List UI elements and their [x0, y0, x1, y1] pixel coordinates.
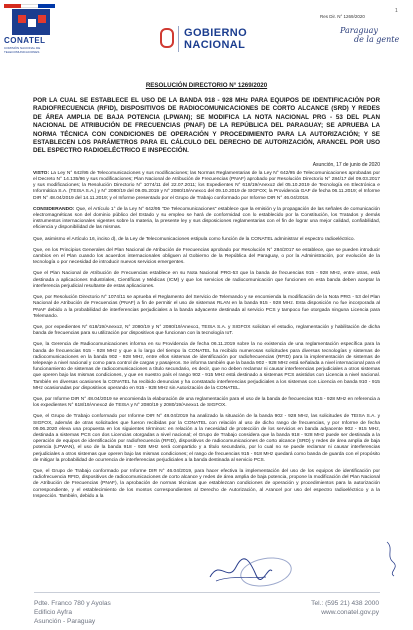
conatel-logo — [4, 9, 64, 54]
footer-phone: Tel.: (595 21) 438 2000 — [311, 600, 379, 607]
nacional-text: NACIONAL — [184, 39, 246, 51]
header-resolution-number: Res Dir. N° 1269/2020 — [320, 14, 365, 19]
address-line-2: Edificio Ayfra — [34, 609, 72, 616]
resolution-title: RESOLUCIÓN DIRECTORIO N° 1269/2020 — [145, 82, 268, 89]
paragraph — [33, 271, 380, 290]
paragraph-text: Que, el Artículo 1° de la Ley N° 642/95 "De Telecomunicaciones" establece que la emisión y la propagación de las señales de comunicación electromagnéticas son del dominio público del Estado y su empleo se hará de conformidad con lo establecido por la Constitución, los Tratados y demás instrumentos internacionales vigentes sobre la materia, la presente ley y sus disposiciones reglamentarias con el fin de lograr una mejor calidad, confiabilidad, eficiencia y disponibilidad de las mismas. — [33, 206, 380, 231]
paragraph-text: Que, la Gerencia de Radiocomunicaciones informa en su Providencia de fecha 06.11.2019 sobre la no existencia de una reglamentación específica para la banda de frecuencias 915 - 928 MHz y que a lo largo del tiempo la CONATEL ha recibido numerosas solicitudes para diversas tecnologías y sistemas de radiocomunicaciones en la banda 902 - 928 MHz, entre ellos sistemas de identificación por radiofrecuencias (RFID) para la implementación de sistemas de telepeaje a nivel nacional y como para control de cargas y pasajeros. Se informa también que la banda 902 - 928 MHz está señalada a nivel internacional para el funcionamiento de sistemas de radiocomunicaciones a título secundario, es decir, que no deben reclamar ni causar interferencias perjudiciales a otros sistemas que operen bajo las mismas condiciones, y que en nuestro país el rango 902 - 915 MHz está destinado a sistemas PCS asistidos con Licencia a nivel nacional. También en diversas ocasiones la CONATEL ha recibido denuncias y ha constatado interferencias perjudiciales a los sistemas con Licencia en banda 910 - 915 MHz ocasionadas por dispositivos operando en 915 - 928 MHz sin Autorización de la CONATEL. — [33, 342, 380, 391]
paragraph-text: Que, el Grupo de Trabajo conformado por Informe DIR N° 48.04/2019 ha analizado la situación de la banda 902 - 928 MHz, las solicitudes de TEISA S.A. y SIGFOX, además de otras solicitudes que fueron recibidas por la CONATEL con relación al uso de dicho rango de frecuencias, y por Informe de fecha 09.06.2020 eleva una propuesta en los siguientes términos: en relación a la necesidad de protección de los servicios en banda adyacente 902 - 915 MHz, destinada a sistemas PCS con dos Licencias otorgadas a nivel nacional; el Grupo de Trabajo considera que la banda 918 - 928 MHz puede ser destinada a la operación de equipos de identificación por radiofrecuencia (RFID), dispositivos de radiocomunicaciones de corto alcance (SRD) y redes de área amplia de baja potencia (LPWAN), el uso de la banda 918 - 928 MHz será compartido y a título secundario, por lo cual no se puede reclamar ni causar interferencias perjudiciales a otros sistemas que operen bajo las mismas condiciones; el rango de frecuencias 915 - 918 MHz quedará como banda de guarda con el propósito de mitigar la probabilidad de ocurrencia de interferencias perjudiciales a la banda destinada al servicio PCS. — [33, 414, 380, 463]
paraguay-tagline — [340, 26, 400, 44]
footer-contact — [311, 599, 379, 617]
paragraph-text: Que, el Grupo de Trabajo conformado por Informe DIR N° 46.04/2019, para hacer efectiva la implementación del uso de los equipos de identificación por radiofrecuencia RFID, dispositivos de radiocomunicaciones de corto alcance y redes de área amplia de baja potencia, propone la modificación del Plan Nacional de Atribución de Frecuencias (PNAF), la aprobación de normas técnicas que establezcan condiciones de operación y procedimientos para la autorización correspondiente, y el establecimiento de los montos correspondientes al Derecho de Autorización, al Arancel por uso del espectro radioeléctrico y a la Inspección. También, debido a la — [33, 468, 380, 499]
address-line-3: Asunción - Paraguay — [34, 618, 96, 625]
conatel-logo-text: CONATEL — [4, 36, 46, 45]
paragraph-text: Que, asimismo el Artículo 16, inciso d), de la Ley de Telecomunicaciones estipula como función de la CONATEL administrar el espectro radioeléctrico. — [33, 236, 355, 242]
conatel-logo-subtitle: COMISIÓN NACIONAL DE TELECOMUNICACIONES — [4, 46, 41, 54]
tagline-line-1: Paraguay — [340, 26, 378, 35]
address-line-1: Pdte. Franco 780 y Ayolas — [34, 600, 111, 607]
paragraph — [33, 397, 380, 409]
paragraph — [33, 295, 380, 320]
date-line: Asunción, 17 de junio de 2020 — [312, 161, 380, 168]
paragraph — [33, 414, 380, 464]
paragraph-text: Que el Plan Nacional de Atribución de Frecuencias establece en su Nota Nacional PRG-53 que la banda de frecuencias 915 - 928 MHz, entre otras, está destinada a aplicaciones Industriales, Científicas y Médicas (ICM) y que los servicios de radiocomunicación que funcionen en esta banda deben aceptar la interferencia perjudicial resultante de estas aplicaciones. — [33, 271, 380, 289]
national-emblem-icon — [160, 28, 174, 48]
page-footer — [0, 592, 413, 630]
footer-address — [34, 599, 111, 626]
paragraph — [33, 237, 380, 243]
paragraph — [33, 325, 380, 337]
gobierno-text: GOBIERNO — [184, 27, 248, 39]
page-marker: 1 — [395, 8, 398, 14]
paragraph — [33, 171, 380, 202]
paragraph-text: La Ley N° 642/95 de Telecomunicaciones y sus modificaciones; las Normas Reglamentarias de la Ley N° 642/95 de Telecomunicaciones aprobadas por el Decreto N° 14.135/96 y sus modificaciones; Plan Nacional de Atribución de Frecuencias (PNAF) aprobado por Resolución Directorio N° 284/17 del 09.03.2017 y sus modificaciones; la Resolución Directorio N° 1074/11 del 22.07.2011; los Expedientes N° 618/19/Anexo2 del 05.10.2019 de Tecnología en Electrónica e Informática S.A. (TEISA S.A.) y N° 2080/19 del 09.05.2019 y N° 2080/19/Anexo1 del 09.10.2019 de SIGFOX; la Providencia GAF de fecha 06.11.2019; el Informe DIR N° 48.04/2019 del 14.11.2019; y el Informe presentado por el Grupo de Trabajo conformado por Informe DIR N° 46.04/2018. — [33, 170, 380, 201]
paragraph-text: Que, en los Principios Generales del Plan Nacional de Atribución de Frecuencias aprobado por Resolución N° 284/2017 se establece, que se pueden introducir cambios en el Plan cuando los acuerdos internacionales obliguen al Gobierno de la República del Paraguay, o por la Administración, por evolución de la tecnología o por necesidad de introducir nuevos servicios emergentes. — [33, 247, 380, 266]
paragraph-text: Que, por Resolución Directorio N° 1074/11 se aprueba el Reglamento del Servicio de Telemando y se encomienda la modificación de la Nota PRG - 53 del Plan Nacional de Atribución de Frecuencias (PNAF) a fin de permitir el uso de sistemas RLAN en la banda 915 - 928 MHz. Esta disposición no fue incorporada al PNAF debido a la probabilidad de interferencias perjudiciales a la banda adyacente destinada al servicio PCS y tampoco fue otorgada ninguna Licencia para Telemando. — [33, 295, 380, 319]
paragraph — [33, 469, 380, 500]
flag-stripe — [4, 4, 56, 8]
footer-website[interactable]: www.conatel.gov.py — [321, 609, 379, 616]
gobierno-nacional-logo — [156, 24, 266, 54]
conatel-logo-icon — [12, 9, 50, 35]
margin-initials — [384, 538, 398, 578]
paragraph — [33, 342, 380, 392]
paragraph-lead: CONSIDERANDO: — [33, 206, 75, 212]
logo-divider — [178, 26, 179, 52]
paragraph — [33, 248, 380, 267]
paragraph — [33, 207, 380, 232]
paragraph-text: Que, por expedientes N° 618/19/Anexo2, N° 2080/19 y N° 2080/19/Anexo1, TEISA S.A. y SIGFOX solicitan el estudio, reglamentación y habilitación de dicha banda de frecuencias para su utilización por dispositivos que funcionan con la tecnología IoT. — [33, 324, 380, 337]
paragraph-text: Que, por Informe DIR N° 48.04/2019 se encomienda la elaboración de una reglamentación para el uso de la banda de frecuencias 915 - 928 MHz en referencia a los expedientes N° 618/19/Anexo2 de TEISA y N° 2080/19 y 2080/19/Anexo1 de SIGFOX. — [33, 396, 380, 409]
document-body — [33, 82, 380, 505]
tagline-line-2: de la gente — [354, 35, 400, 44]
paragraph-lead: VISTO: — [33, 170, 50, 176]
footer-divider — [34, 592, 380, 593]
resolution-summary: POR LA CUAL SE ESTABLECE EL USO DE LA BANDA 918 - 928 MHz PARA EQUIPOS DE IDENTIFICACIÓN POR RADIOFRECUENCIA (RFID), DISPOSITIVOS DE RADIOCOMUNICACIONES DE CORTO ALCANCE (SRD) Y REDES DE ÁREA AMPLIA DE BAJA POTENCIA (LPWAN); SE MODIFICA LA NOTA NACIONAL PRG - 53 DEL PLAN NACIONAL DE ATRIBUCIÓN DE FRECUENCIAS (PNAF) DE LA REPÚBLICA DEL PARAGUAY; SE APRUEBA LA NORMA TÉCNICA CON CONDICIONES DE OPERACIÓN Y PROCEDIMIENTO PARA LA AUTORIZACIÓN; Y SE ESTABLECEN LOS PARÁMETROS PARA EL CÁLCULO DEL DERECHO DE AUTORIZACIÓN, ARANCEL POR USO DEL ESPECTRO RADIOELÉCTRICO E INSPECCIÓN. — [33, 97, 380, 155]
